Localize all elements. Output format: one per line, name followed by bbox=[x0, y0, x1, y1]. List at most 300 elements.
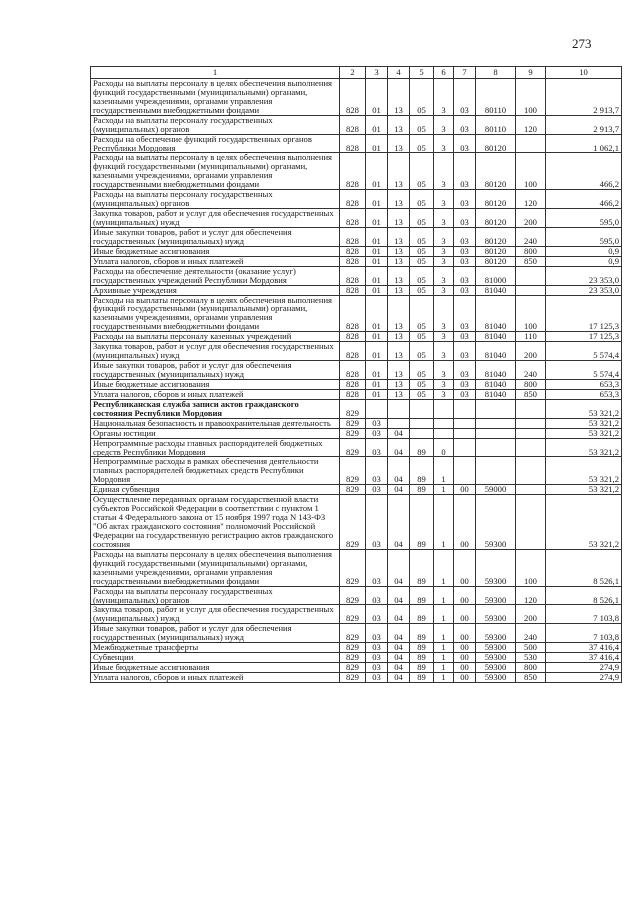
row-code-4: 04 bbox=[388, 663, 410, 673]
table-row bbox=[91, 266, 622, 285]
row-description: Иные бюджетные ассигнования bbox=[91, 663, 340, 673]
row-code-9: 200 bbox=[516, 209, 546, 228]
row-code-7: 00 bbox=[454, 485, 476, 495]
row-code-8: 80120 bbox=[476, 246, 516, 256]
row-code-6: 3 bbox=[434, 134, 454, 153]
table-row bbox=[91, 256, 622, 266]
row-amount: 2 913,7 bbox=[546, 78, 622, 115]
table-row bbox=[91, 438, 622, 457]
row-code-3: 03 bbox=[366, 605, 388, 624]
row-code-7 bbox=[454, 418, 476, 428]
row-code-2: 829 bbox=[340, 605, 366, 624]
row-code-4: 13 bbox=[388, 115, 410, 134]
header-cell-8: 8 bbox=[476, 67, 516, 79]
row-code-3: 01 bbox=[366, 342, 388, 361]
row-code-8: 59300 bbox=[476, 663, 516, 673]
row-code-3: 03 bbox=[366, 418, 388, 428]
row-code-5: 05 bbox=[410, 389, 434, 399]
row-code-5: 89 bbox=[410, 457, 434, 485]
row-code-5: 05 bbox=[410, 78, 434, 115]
row-amount: 0,9 bbox=[546, 256, 622, 266]
row-code-4: 04 bbox=[388, 428, 410, 438]
row-code-3: 03 bbox=[366, 485, 388, 495]
table-row bbox=[91, 332, 622, 342]
row-code-4: 13 bbox=[388, 227, 410, 246]
row-code-5: 05 bbox=[410, 342, 434, 361]
row-code-3: 03 bbox=[366, 549, 388, 586]
table-row bbox=[91, 549, 622, 586]
row-code-8: 81040 bbox=[476, 379, 516, 389]
row-code-9: 800 bbox=[516, 379, 546, 389]
row-code-6: 3 bbox=[434, 295, 454, 332]
header-cell-3: 3 bbox=[366, 67, 388, 79]
row-code-9 bbox=[516, 495, 546, 550]
row-code-3: 03 bbox=[366, 586, 388, 605]
row-code-4: 13 bbox=[388, 361, 410, 380]
row-code-3: 03 bbox=[366, 438, 388, 457]
row-code-5: 89 bbox=[410, 663, 434, 673]
row-code-7: 03 bbox=[454, 379, 476, 389]
table-row bbox=[91, 78, 622, 115]
row-code-2: 828 bbox=[340, 153, 366, 190]
row-amount: 53 321,2 bbox=[546, 428, 622, 438]
row-description: Расходы на выплаты персоналу в целях обеспечения выполнения функций государственными (муниципальными) органами, казенными учреждениями, органами управления государственными внебюджетными фондами bbox=[91, 78, 340, 115]
row-code-7: 03 bbox=[454, 342, 476, 361]
row-code-6: 1 bbox=[434, 495, 454, 550]
row-code-3: 01 bbox=[366, 285, 388, 295]
row-description: Непрограммные расходы в рамках обеспечения деятельности главных распорядителей бюджетных средств Республики Мордовия bbox=[91, 457, 340, 485]
table-row bbox=[91, 418, 622, 428]
row-description: Расходы на выплаты персоналу в целях обеспечения выполнения функций государственными (муниципальными) органами, казенными учреждениями, органами управления государственными внебюджетными фондами bbox=[91, 549, 340, 586]
row-code-6: 3 bbox=[434, 266, 454, 285]
row-code-4: 04 bbox=[388, 438, 410, 457]
row-code-6: 3 bbox=[434, 209, 454, 228]
row-code-8: 80120 bbox=[476, 256, 516, 266]
row-code-6: 3 bbox=[434, 78, 454, 115]
row-code-6: 3 bbox=[434, 389, 454, 399]
row-code-3: 01 bbox=[366, 78, 388, 115]
row-code-6: 3 bbox=[434, 246, 454, 256]
row-code-5: 05 bbox=[410, 209, 434, 228]
row-code-7: 03 bbox=[454, 115, 476, 134]
row-code-6: 1 bbox=[434, 586, 454, 605]
row-description: Расходы на выплаты персоналу в целях обеспечения выполнения функций государственными (муниципальными) органами, казенными учреждениями, органами управления государственными внебюджетными фондами bbox=[91, 295, 340, 332]
row-code-2: 828 bbox=[340, 285, 366, 295]
table-header-row bbox=[91, 67, 622, 79]
row-code-7: 00 bbox=[454, 663, 476, 673]
row-description: Расходы на выплаты персоналу государственных (муниципальных) органов bbox=[91, 115, 340, 134]
row-code-8: 80110 bbox=[476, 78, 516, 115]
row-amount: 274,9 bbox=[546, 673, 622, 683]
header-cell-5: 5 bbox=[410, 67, 434, 79]
table-row bbox=[91, 285, 622, 295]
row-code-5: 89 bbox=[410, 485, 434, 495]
row-description: Иные закупки товаров, работ и услуг для обеспечения государственных (муниципальных) нужд bbox=[91, 361, 340, 380]
row-description: Непрограммные расходы главных распорядителей бюджетных средств Республики Мордовия bbox=[91, 438, 340, 457]
row-code-5: 89 bbox=[410, 605, 434, 624]
row-code-5: 05 bbox=[410, 379, 434, 389]
row-code-8: 59000 bbox=[476, 485, 516, 495]
row-code-3: 01 bbox=[366, 209, 388, 228]
row-code-9: 120 bbox=[516, 115, 546, 134]
row-amount: 37 416,4 bbox=[546, 653, 622, 663]
row-code-2: 829 bbox=[340, 418, 366, 428]
row-description: Осуществление переданных органам государственной власти субъектов Российской Федерации в соответствии с пунктом 1 статьи 4 Федерального закона от 15 ноября 1997 года N 143-ФЗ "Об актах гражданского состояния" полномочий Российской Федерации на государственную регистрацию актов гражданского состояния bbox=[91, 495, 340, 550]
row-code-7: 03 bbox=[454, 227, 476, 246]
row-code-6: 3 bbox=[434, 361, 454, 380]
row-code-9 bbox=[516, 457, 546, 485]
row-description: Иные бюджетные ассигнования bbox=[91, 246, 340, 256]
row-code-9: 200 bbox=[516, 342, 546, 361]
row-code-7: 03 bbox=[454, 266, 476, 285]
row-amount: 595,0 bbox=[546, 209, 622, 228]
row-code-6: 1 bbox=[434, 457, 454, 485]
row-code-2: 828 bbox=[340, 134, 366, 153]
row-code-7: 00 bbox=[454, 605, 476, 624]
row-code-2: 828 bbox=[340, 389, 366, 399]
row-code-2: 828 bbox=[340, 332, 366, 342]
row-code-2: 829 bbox=[340, 549, 366, 586]
row-code-2: 829 bbox=[340, 485, 366, 495]
row-code-5: 05 bbox=[410, 190, 434, 209]
row-code-6: 3 bbox=[434, 285, 454, 295]
table-row bbox=[91, 643, 622, 653]
row-amount: 1 062,1 bbox=[546, 134, 622, 153]
row-code-2: 828 bbox=[340, 209, 366, 228]
row-code-4: 04 bbox=[388, 605, 410, 624]
row-code-9: 240 bbox=[516, 227, 546, 246]
row-description: Национальная безопасность и правоохранительная деятельность bbox=[91, 418, 340, 428]
row-code-5: 05 bbox=[410, 227, 434, 246]
row-description: Иные закупки товаров, работ и услуг для обеспечения государственных (муниципальных) нужд bbox=[91, 624, 340, 643]
row-code-9: 110 bbox=[516, 332, 546, 342]
row-code-8: 59300 bbox=[476, 673, 516, 683]
row-code-9: 500 bbox=[516, 643, 546, 653]
page-number: 273 bbox=[572, 36, 592, 51]
row-amount: 2 913,7 bbox=[546, 115, 622, 134]
row-code-2: 829 bbox=[340, 438, 366, 457]
row-code-9: 200 bbox=[516, 605, 546, 624]
row-code-7: 00 bbox=[454, 495, 476, 550]
row-code-7: 03 bbox=[454, 246, 476, 256]
row-code-3: 01 bbox=[366, 295, 388, 332]
row-description: Субвенции bbox=[91, 653, 340, 663]
row-code-7: 03 bbox=[454, 295, 476, 332]
row-code-2: 828 bbox=[340, 115, 366, 134]
row-code-7 bbox=[454, 457, 476, 485]
table-row bbox=[91, 134, 622, 153]
row-code-2: 828 bbox=[340, 246, 366, 256]
header-cell-6: 6 bbox=[434, 67, 454, 79]
row-description: Расходы на выплаты персоналу государственных (муниципальных) органов bbox=[91, 190, 340, 209]
row-code-6: 3 bbox=[434, 190, 454, 209]
row-code-6: 3 bbox=[434, 332, 454, 342]
table-row bbox=[91, 624, 622, 643]
row-code-3: 01 bbox=[366, 227, 388, 246]
row-code-9: 100 bbox=[516, 153, 546, 190]
row-code-2: 828 bbox=[340, 361, 366, 380]
row-code-6: 1 bbox=[434, 605, 454, 624]
row-code-9: 100 bbox=[516, 78, 546, 115]
row-code-2: 828 bbox=[340, 227, 366, 246]
row-code-4: 13 bbox=[388, 256, 410, 266]
row-amount: 653,3 bbox=[546, 379, 622, 389]
row-amount: 0,9 bbox=[546, 246, 622, 256]
row-code-4 bbox=[388, 418, 410, 428]
row-amount: 23 353,0 bbox=[546, 266, 622, 285]
table-row bbox=[91, 399, 622, 418]
row-code-6: 1 bbox=[434, 643, 454, 653]
row-amount: 466,2 bbox=[546, 190, 622, 209]
row-description: Уплата налогов, сборов и иных платежей bbox=[91, 673, 340, 683]
row-code-4: 13 bbox=[388, 246, 410, 256]
row-description: Уплата налогов, сборов и иных платежей bbox=[91, 256, 340, 266]
row-code-3: 01 bbox=[366, 361, 388, 380]
row-code-6: 3 bbox=[434, 153, 454, 190]
row-code-6: 1 bbox=[434, 485, 454, 495]
row-description: Расходы на обеспечение деятельности (оказание услуг) государственных учреждений Республики Мордовия bbox=[91, 266, 340, 285]
row-code-3: 03 bbox=[366, 673, 388, 683]
row-code-3: 01 bbox=[366, 332, 388, 342]
header-cell-7: 7 bbox=[454, 67, 476, 79]
row-code-6: 1 bbox=[434, 663, 454, 673]
table-row bbox=[91, 246, 622, 256]
row-code-8: 80120 bbox=[476, 134, 516, 153]
row-code-2: 828 bbox=[340, 266, 366, 285]
row-amount: 5 574,4 bbox=[546, 361, 622, 380]
row-code-7: 00 bbox=[454, 643, 476, 653]
row-code-8: 80110 bbox=[476, 115, 516, 134]
row-code-3: 01 bbox=[366, 115, 388, 134]
row-code-6 bbox=[434, 428, 454, 438]
row-code-6: 3 bbox=[434, 227, 454, 246]
header-cell-4: 4 bbox=[388, 67, 410, 79]
row-description: Иные бюджетные ассигнования bbox=[91, 379, 340, 389]
row-code-6: 3 bbox=[434, 379, 454, 389]
row-code-9 bbox=[516, 428, 546, 438]
row-code-9: 800 bbox=[516, 663, 546, 673]
row-amount: 53 321,2 bbox=[546, 495, 622, 550]
row-code-7: 03 bbox=[454, 209, 476, 228]
row-code-5: 05 bbox=[410, 256, 434, 266]
row-code-4: 13 bbox=[388, 342, 410, 361]
row-code-7: 00 bbox=[454, 549, 476, 586]
row-description: Единая субвенция bbox=[91, 485, 340, 495]
row-code-4: 13 bbox=[388, 209, 410, 228]
row-code-9: 850 bbox=[516, 256, 546, 266]
budget-table bbox=[90, 66, 622, 683]
row-code-9: 120 bbox=[516, 190, 546, 209]
row-code-7: 03 bbox=[454, 78, 476, 115]
row-code-2: 829 bbox=[340, 624, 366, 643]
row-code-4 bbox=[388, 399, 410, 418]
table-row bbox=[91, 342, 622, 361]
row-code-4: 13 bbox=[388, 285, 410, 295]
row-code-5: 05 bbox=[410, 361, 434, 380]
row-code-8: 81040 bbox=[476, 389, 516, 399]
row-code-6: 3 bbox=[434, 115, 454, 134]
row-code-7: 03 bbox=[454, 153, 476, 190]
row-code-4: 04 bbox=[388, 495, 410, 550]
row-code-5: 05 bbox=[410, 134, 434, 153]
row-code-8: 59300 bbox=[476, 586, 516, 605]
row-amount: 466,2 bbox=[546, 153, 622, 190]
row-code-9 bbox=[516, 438, 546, 457]
table-row bbox=[91, 227, 622, 246]
row-code-3: 03 bbox=[366, 643, 388, 653]
row-code-2: 829 bbox=[340, 653, 366, 663]
row-description: Закупка товаров, работ и услуг для обеспечения государственных (муниципальных) нужд bbox=[91, 605, 340, 624]
row-code-5: 05 bbox=[410, 285, 434, 295]
row-code-4: 13 bbox=[388, 379, 410, 389]
row-code-5 bbox=[410, 399, 434, 418]
row-code-3: 03 bbox=[366, 624, 388, 643]
row-code-7: 00 bbox=[454, 586, 476, 605]
row-code-4: 04 bbox=[388, 673, 410, 683]
table-row bbox=[91, 190, 622, 209]
table-row bbox=[91, 663, 622, 673]
row-code-5: 89 bbox=[410, 586, 434, 605]
table-row bbox=[91, 209, 622, 228]
row-amount: 8 526,1 bbox=[546, 549, 622, 586]
header-cell-1: 1 bbox=[91, 67, 340, 79]
row-code-5: 89 bbox=[410, 495, 434, 550]
row-code-3: 03 bbox=[366, 653, 388, 663]
row-amount: 53 321,2 bbox=[546, 485, 622, 495]
row-code-9 bbox=[516, 266, 546, 285]
row-code-8 bbox=[476, 399, 516, 418]
row-code-3: 01 bbox=[366, 389, 388, 399]
row-code-8: 80120 bbox=[476, 190, 516, 209]
row-code-2: 829 bbox=[340, 495, 366, 550]
row-code-4: 13 bbox=[388, 190, 410, 209]
row-code-2: 829 bbox=[340, 457, 366, 485]
row-code-4: 04 bbox=[388, 457, 410, 485]
row-code-3: 01 bbox=[366, 379, 388, 389]
row-code-6: 1 bbox=[434, 549, 454, 586]
row-code-7: 03 bbox=[454, 332, 476, 342]
row-code-9 bbox=[516, 399, 546, 418]
row-description: Республиканская служба записи актов гражданского состояния Республики Мордовия bbox=[91, 399, 340, 418]
row-amount: 8 526,1 bbox=[546, 586, 622, 605]
row-amount: 7 103,8 bbox=[546, 624, 622, 643]
row-code-8 bbox=[476, 457, 516, 485]
row-code-6: 0 bbox=[434, 438, 454, 457]
row-amount: 53 321,2 bbox=[546, 457, 622, 485]
row-code-8: 81040 bbox=[476, 285, 516, 295]
row-code-4: 13 bbox=[388, 389, 410, 399]
row-code-9: 240 bbox=[516, 361, 546, 380]
row-description: Органы юстиции bbox=[91, 428, 340, 438]
row-code-2: 829 bbox=[340, 663, 366, 673]
row-description: Архивные учреждения bbox=[91, 285, 340, 295]
row-code-3: 01 bbox=[366, 266, 388, 285]
row-amount: 595,0 bbox=[546, 227, 622, 246]
row-code-9: 100 bbox=[516, 295, 546, 332]
row-code-2: 829 bbox=[340, 673, 366, 683]
row-code-9: 240 bbox=[516, 624, 546, 643]
row-code-3: 03 bbox=[366, 457, 388, 485]
row-code-2: 828 bbox=[340, 295, 366, 332]
row-code-5: 05 bbox=[410, 153, 434, 190]
header-cell-10: 10 bbox=[546, 67, 622, 79]
row-code-6: 3 bbox=[434, 342, 454, 361]
row-code-5: 89 bbox=[410, 549, 434, 586]
row-code-9: 120 bbox=[516, 586, 546, 605]
row-code-3: 01 bbox=[366, 246, 388, 256]
row-code-2: 828 bbox=[340, 190, 366, 209]
row-code-4: 04 bbox=[388, 653, 410, 663]
row-code-7 bbox=[454, 438, 476, 457]
table-row bbox=[91, 495, 622, 550]
table-row bbox=[91, 295, 622, 332]
row-description: Расходы на выплаты персоналу казенных учреждений bbox=[91, 332, 340, 342]
table-row bbox=[91, 361, 622, 380]
row-code-5: 05 bbox=[410, 246, 434, 256]
row-amount: 17 125,3 bbox=[546, 295, 622, 332]
table-row bbox=[91, 153, 622, 190]
table-row bbox=[91, 586, 622, 605]
row-code-5: 05 bbox=[410, 115, 434, 134]
row-code-3: 03 bbox=[366, 663, 388, 673]
row-code-2: 828 bbox=[340, 379, 366, 389]
row-code-9 bbox=[516, 285, 546, 295]
row-code-3: 01 bbox=[366, 134, 388, 153]
row-code-5: 89 bbox=[410, 673, 434, 683]
row-amount: 37 416,4 bbox=[546, 643, 622, 653]
row-code-4: 04 bbox=[388, 586, 410, 605]
table-body bbox=[91, 78, 622, 682]
row-code-3 bbox=[366, 399, 388, 418]
row-code-5: 05 bbox=[410, 266, 434, 285]
row-code-8: 59300 bbox=[476, 653, 516, 663]
row-code-2: 828 bbox=[340, 78, 366, 115]
row-description: Расходы на обеспечение функций государственных органов Республики Мордовия bbox=[91, 134, 340, 153]
row-code-7: 03 bbox=[454, 361, 476, 380]
row-code-4: 04 bbox=[388, 549, 410, 586]
row-code-5: 89 bbox=[410, 643, 434, 653]
row-code-7: 03 bbox=[454, 256, 476, 266]
row-code-8: 81040 bbox=[476, 332, 516, 342]
header-cell-9: 9 bbox=[516, 67, 546, 79]
row-code-7 bbox=[454, 399, 476, 418]
row-code-3: 03 bbox=[366, 495, 388, 550]
table-row bbox=[91, 115, 622, 134]
row-code-8 bbox=[476, 418, 516, 428]
row-code-6: 1 bbox=[434, 653, 454, 663]
table-row bbox=[91, 428, 622, 438]
row-amount: 17 125,3 bbox=[546, 332, 622, 342]
row-code-8: 59300 bbox=[476, 643, 516, 653]
row-code-8: 80120 bbox=[476, 153, 516, 190]
row-code-2: 829 bbox=[340, 643, 366, 653]
table-row bbox=[91, 457, 622, 485]
row-code-3: 01 bbox=[366, 190, 388, 209]
row-code-8: 81000 bbox=[476, 266, 516, 285]
row-code-6: 1 bbox=[434, 673, 454, 683]
row-code-4: 13 bbox=[388, 78, 410, 115]
row-code-5: 89 bbox=[410, 624, 434, 643]
row-code-4: 13 bbox=[388, 332, 410, 342]
table-row bbox=[91, 653, 622, 663]
row-code-8: 59300 bbox=[476, 605, 516, 624]
row-code-9: 100 bbox=[516, 549, 546, 586]
row-description: Расходы на выплаты персоналу государственных (муниципальных) органов bbox=[91, 586, 340, 605]
table-row bbox=[91, 379, 622, 389]
row-code-3: 03 bbox=[366, 428, 388, 438]
row-code-8: 81040 bbox=[476, 295, 516, 332]
row-code-7: 03 bbox=[454, 134, 476, 153]
